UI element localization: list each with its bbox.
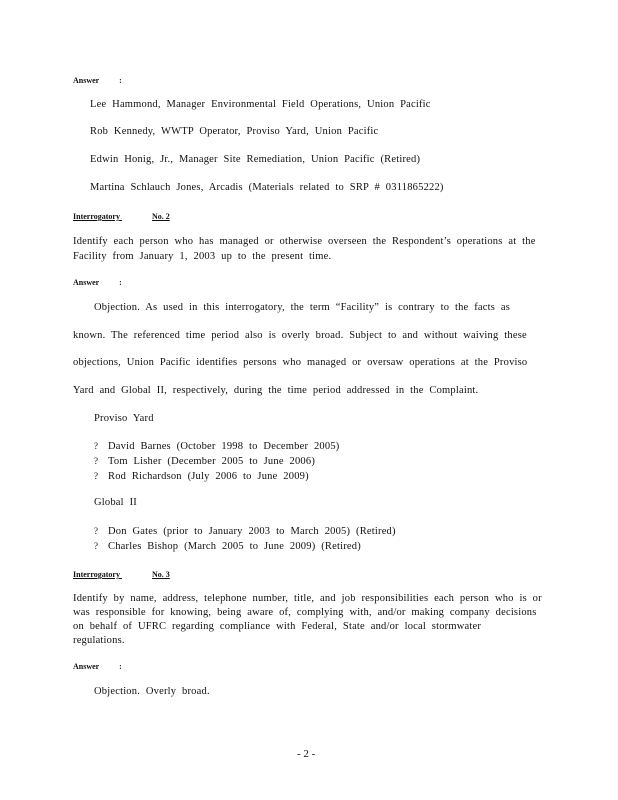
answer2-line-2: known. The referenced time period also is overly broad. Subject to and without waiving these <box>73 330 527 341</box>
list-item-text: Don Gates (prior to January 2003 to March 2005) (Retired) <box>108 526 396 537</box>
answer-label <box>73 662 122 671</box>
bullet-glyph: ? <box>94 541 99 551</box>
list-item-text: Rod Richardson (July 2006 to June 2009) <box>108 471 309 482</box>
bullet-glyph: ? <box>94 471 99 481</box>
bullet-glyph: ? <box>94 526 99 536</box>
interrogatory3-line-4: regulations. <box>73 635 125 646</box>
answer2-line-1: Objection. As used in this interrogatory, the term “Facility” is contrary to the facts as <box>94 302 511 313</box>
answer1-line-4: Martina Schlauch Jones, Arcadis (Materials related to SRP # 0311865222) <box>90 182 444 193</box>
list-item <box>94 456 315 467</box>
interrogatory-3-heading <box>73 570 170 579</box>
interrogatory2-line-1: Identify each person who has managed or otherwise overseen the Respondent’s operations at the <box>73 236 536 247</box>
interrogatory3-line-3: on behalf of UFRC regarding compliance with Federal, State and/or local stormwater <box>73 621 482 632</box>
answer1-line-3: Edwin Honig, Jr., Manager Site Remediation, Union Pacific (Retired) <box>90 154 421 165</box>
answer-colon: : <box>119 278 122 287</box>
bullet-glyph: ? <box>94 456 99 466</box>
list-item <box>94 471 309 482</box>
list-item-text: David Barnes (October 1998 to December 2005) <box>108 441 340 452</box>
bullet-glyph: ? <box>94 441 99 451</box>
page-number: - 2 - <box>297 748 316 760</box>
answer-label-text: Answer <box>73 76 100 85</box>
list-item-text: Charles Bishop (March 2005 to June 2009) (Retired) <box>108 541 361 552</box>
interrogatory3-line-2: was responsible for knowing, being aware of, complying with, and/or making company decisions <box>73 607 537 618</box>
answer-label <box>73 278 122 287</box>
interrogatory-label: Interrogatory <box>73 570 120 579</box>
interrogatory2-line-2: Facility from January 1, 2003 up to the present time. <box>73 251 332 262</box>
answer2-line-4: Yard and Global II, respectively, during the time period addressed in the Complaint. <box>73 385 479 396</box>
answer1-line-2: Rob Kennedy, WWTP Operator, Proviso Yard, Union Pacific <box>90 126 379 137</box>
answer-colon: : <box>119 76 122 85</box>
global-heading: Global II <box>94 497 137 508</box>
list-item <box>94 541 361 552</box>
answer2-line-3: objections, Union Pacific identifies persons who managed or oversaw operations at the Proviso <box>73 357 528 368</box>
proviso-heading: Proviso Yard <box>94 413 154 424</box>
list-item <box>94 526 396 537</box>
answer1-line-1: Lee Hammond, Manager Environmental Field Operations, Union Pacific <box>90 99 431 110</box>
interrogatory-label: Interrogatory <box>73 212 120 221</box>
interrogatory-number: No. 3 <box>151 570 170 579</box>
answer3-text: Objection. Overly broad. <box>94 686 210 697</box>
answer-colon: : <box>119 662 122 671</box>
answer-label-text: Answer <box>73 662 100 671</box>
interrogatory-number: No. 2 <box>151 212 170 221</box>
list-item <box>94 441 339 452</box>
list-item-text: Tom Lisher (December 2005 to June 2006) <box>108 456 316 467</box>
interrogatory-2-heading <box>73 212 170 221</box>
interrogatory3-line-1: Identify by name, address, telephone number, title, and job responsibilities each person who is or <box>73 593 542 604</box>
answer-label-text: Answer <box>73 278 100 287</box>
answer-label <box>73 76 122 85</box>
